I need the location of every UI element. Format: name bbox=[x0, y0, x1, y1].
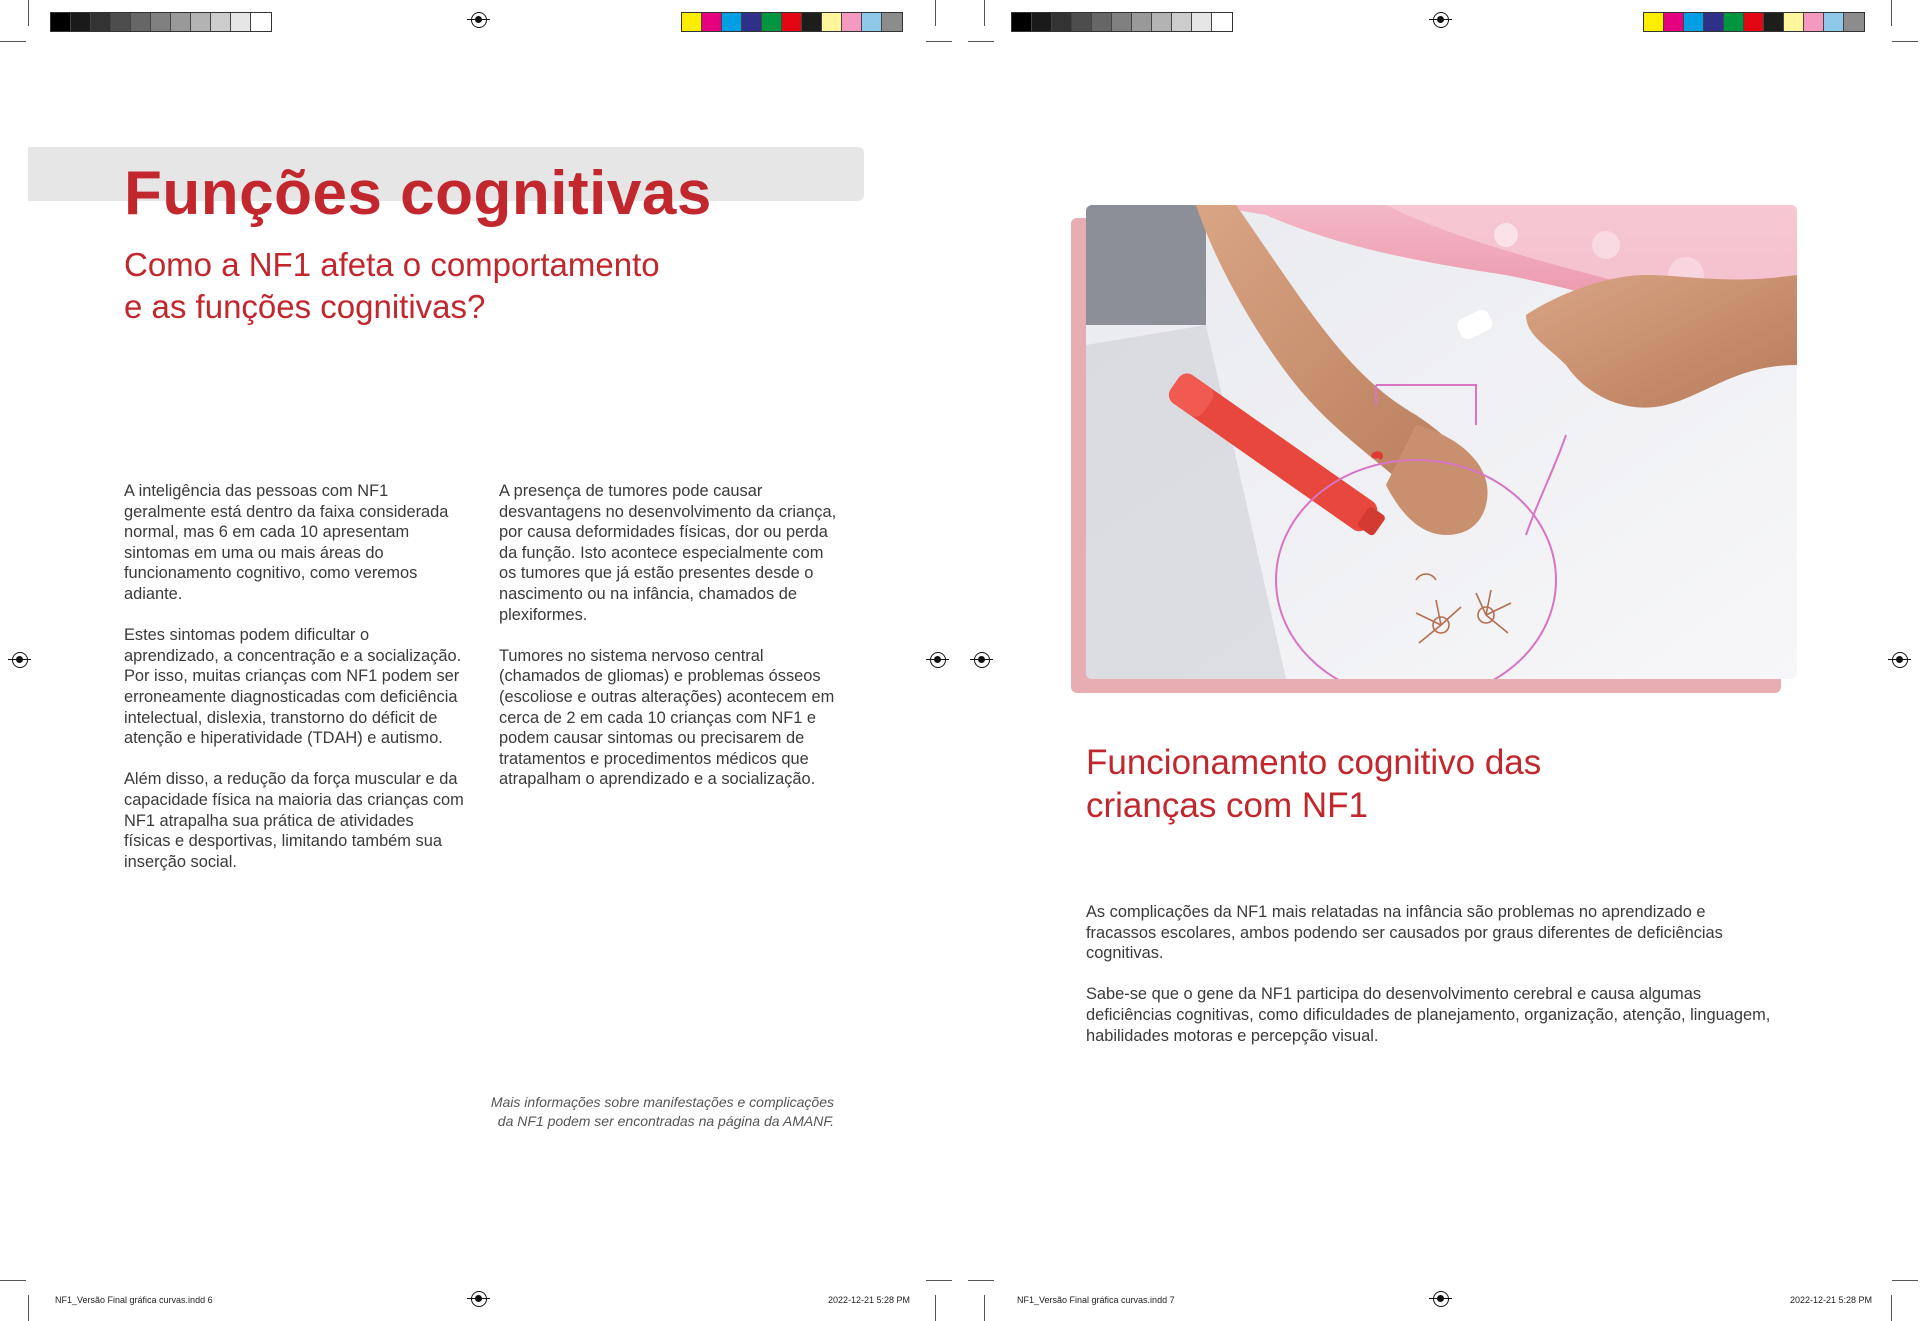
crop-mark bbox=[926, 41, 952, 42]
color-swatch bbox=[882, 13, 902, 31]
color-swatch bbox=[762, 13, 782, 31]
grayscale-bar-right bbox=[1011, 12, 1233, 32]
color-swatch bbox=[1092, 13, 1112, 31]
registration-mark-icon bbox=[12, 652, 28, 668]
crop-mark bbox=[1892, 41, 1918, 42]
crop-mark bbox=[0, 41, 26, 42]
crop-mark bbox=[1891, 1295, 1892, 1321]
grayscale-bar-left bbox=[50, 12, 272, 32]
color-swatch bbox=[842, 13, 862, 31]
crop-mark bbox=[968, 41, 994, 42]
color-swatch bbox=[1664, 13, 1684, 31]
paragraph: Sabe-se que o gene da NF1 participa do desenvolvimento cerebral e causa algumas deficiências cognitivas, como dificuldades de planejamento, organização, atenção, linguagem, habilidades motoras e percepção visual. bbox=[1086, 985, 1771, 1045]
color-swatch bbox=[822, 13, 842, 31]
color-swatch bbox=[782, 13, 802, 31]
color-swatch bbox=[1072, 13, 1092, 31]
registration-mark-icon bbox=[1433, 1291, 1449, 1307]
color-swatch bbox=[1744, 13, 1764, 31]
body-column-2 bbox=[499, 481, 839, 811]
paragraph: A presença de tumores pode causar desvantagens no desenvolvimento da criança, por causa deformidades físicas, dor ou perda da função. Isto acontece especialmente com os tumores que já estão presentes desde o nascimento ou na infância, chamados de plexiformes. bbox=[499, 482, 837, 624]
page-title: Funções cognitivas bbox=[124, 159, 712, 228]
color-swatch bbox=[231, 13, 251, 31]
color-swatch bbox=[1704, 13, 1724, 31]
color-swatch bbox=[211, 13, 231, 31]
color-swatch bbox=[151, 13, 171, 31]
crop-mark bbox=[926, 1280, 952, 1281]
color-swatch bbox=[862, 13, 882, 31]
crop-mark bbox=[935, 0, 936, 26]
footnote: Mais informações sobre manifestações e complicações da NF1 podem ser encontradas na página da AMANF. bbox=[490, 1094, 834, 1129]
color-swatch bbox=[1784, 13, 1804, 31]
crop-mark bbox=[0, 1280, 26, 1281]
slug-date-right: 2022-12-21 5:28 PM bbox=[1790, 1295, 1873, 1305]
crop-mark bbox=[984, 1295, 985, 1321]
body-column-1 bbox=[124, 481, 464, 893]
page-subtitle: Como a NF1 afeta o comportamento e as funções cognitivas? bbox=[124, 246, 660, 325]
paragraph: As complicações da NF1 mais relatadas na infância são problemas no aprendizado e fracassos escolares, ambos podendo ser causados por graus diferentes de deficiências cognitivas. bbox=[1086, 903, 1723, 963]
color-swatch bbox=[1212, 13, 1232, 31]
color-bar-left bbox=[681, 12, 903, 32]
color-swatch bbox=[131, 13, 151, 31]
right-body-text bbox=[1086, 902, 1776, 1067]
paragraph: A inteligência das pessoas com NF1 geralmente está dentro da faixa considerada normal, mas 6 em cada 10 apresentam sintomas em uma ou mais áreas do funcionamento cognitivo, como veremos adiante. bbox=[124, 482, 449, 603]
crop-mark bbox=[935, 1295, 936, 1321]
registration-mark-icon bbox=[974, 652, 990, 668]
color-swatch bbox=[1112, 13, 1132, 31]
color-swatch bbox=[722, 13, 742, 31]
color-swatch bbox=[1764, 13, 1784, 31]
color-swatch bbox=[1804, 13, 1824, 31]
section-title: Funcionamento cognitivo das crianças com NF1 bbox=[1086, 743, 1542, 825]
crop-mark bbox=[28, 0, 29, 26]
color-swatch bbox=[702, 13, 722, 31]
slug-filename-right: NF1_Versão Final gráfica curvas.indd 7 bbox=[1017, 1295, 1175, 1305]
paragraph: Estes sintomas podem dificultar o aprendizado, a concentração e a socialização. Por isso, muitas crianças com NF1 podem ser erroneamente diagnosticadas com deficiência intelectual, dislexia, transtorno do déficit de atenção e hiperatividade (TDAH) e autismo. bbox=[124, 626, 462, 748]
crop-mark bbox=[1891, 0, 1892, 26]
child-drawing-illustration bbox=[1086, 205, 1797, 679]
registration-mark-icon bbox=[1433, 12, 1449, 28]
color-swatch bbox=[251, 13, 271, 31]
color-swatch bbox=[1052, 13, 1072, 31]
color-swatch bbox=[91, 13, 111, 31]
slug-date-left: 2022-12-21 5:28 PM bbox=[828, 1295, 911, 1305]
child-drawing-photo bbox=[1086, 205, 1797, 679]
paragraph: Tumores no sistema nervoso central (chamados de gliomas) e problemas ósseos (escoliose e outras alterações) acontecem em cerca de 2 em cada 10 crianças com NF1 e podem causar sintomas ou precisarem de tratamentos e procedimentos médicos que atrapalham o aprendizado e a socialização. bbox=[499, 646, 835, 789]
color-swatch bbox=[742, 13, 762, 31]
registration-mark-icon bbox=[1892, 652, 1908, 668]
color-swatch bbox=[1192, 13, 1212, 31]
color-swatch bbox=[802, 13, 822, 31]
color-swatch bbox=[1032, 13, 1052, 31]
color-swatch bbox=[51, 13, 71, 31]
paragraph: Além disso, a redução da força muscular e da capacidade física na maioria das crianças com NF1 atrapalha sua prática de atividades físicas e desportivas, limitando também sua inserção social. bbox=[124, 770, 464, 871]
color-swatch bbox=[1152, 13, 1172, 31]
color-swatch bbox=[682, 13, 702, 31]
color-swatch bbox=[1844, 13, 1864, 31]
color-swatch bbox=[111, 13, 131, 31]
crop-mark bbox=[1892, 1280, 1918, 1281]
crop-mark bbox=[968, 1280, 994, 1281]
registration-mark-icon bbox=[930, 652, 946, 668]
color-bar-right bbox=[1643, 12, 1865, 32]
color-swatch bbox=[1644, 13, 1664, 31]
color-swatch bbox=[1724, 13, 1744, 31]
color-swatch bbox=[71, 13, 91, 31]
color-swatch bbox=[1172, 13, 1192, 31]
color-swatch bbox=[191, 13, 211, 31]
slug-filename-left: NF1_Versão Final gráfica curvas.indd 6 bbox=[55, 1295, 213, 1305]
color-swatch bbox=[1684, 13, 1704, 31]
crop-mark bbox=[28, 1295, 29, 1321]
registration-mark-icon bbox=[471, 12, 487, 28]
color-swatch bbox=[1824, 13, 1844, 31]
crop-mark bbox=[984, 0, 985, 26]
registration-mark-icon bbox=[471, 1291, 487, 1307]
color-swatch bbox=[1132, 13, 1152, 31]
color-swatch bbox=[171, 13, 191, 31]
color-swatch bbox=[1012, 13, 1032, 31]
